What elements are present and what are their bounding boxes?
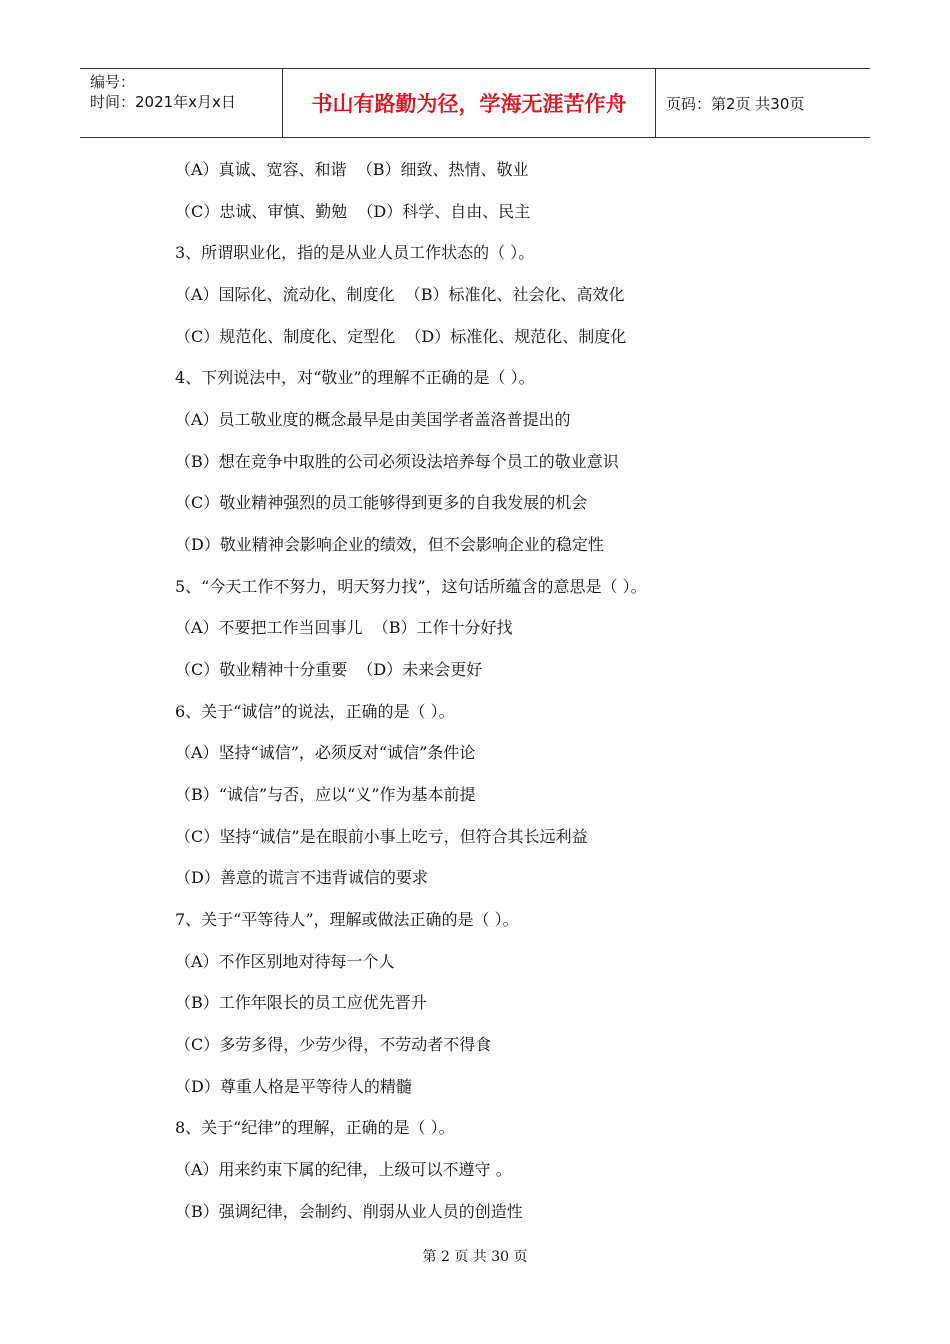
text-line: （C）规范化、制度化、定型化 （D）标准化、规范化、制度化 — [175, 327, 627, 346]
text-line: （D）善意的谎言不违背诚信的要求 — [175, 868, 428, 887]
question-line: 8、关于“纪律”的理解，正确的是（ ）。 — [175, 1118, 455, 1137]
text-line: （B）“诚信”与否，应以“义”作为基本前提 — [175, 785, 476, 804]
text-line: （C）敬业精神强烈的员工能够得到更多的自我发展的机会 — [175, 493, 588, 512]
question-line: 7、关于“平等待人”，理解或做法正确的是（ ）。 — [175, 910, 519, 929]
text-line: （A）国际化、流动化、制度化 （B）标准化、社会化、高效化 — [175, 285, 625, 304]
text-line: （D）敬业精神会影响企业的绩效，但不会影响企业的稳定性 — [175, 535, 604, 554]
text-line: （B）想在竞争中取胜的公司必须设法培养每个员工的敬业意识 — [175, 452, 619, 471]
header-page-info: 页码：第2页 共30页 — [666, 94, 805, 113]
text-line: （A）员工敬业度的概念最早是由美国学者盖洛普提出的 — [175, 410, 571, 429]
question-line: 4、下列说法中，对“敬业”的理解不正确的是（ ）。 — [175, 368, 535, 387]
text-line: （A）用来约束下属的纪律，上级可以不遵守 。 — [175, 1160, 512, 1179]
document-number-label: 编号： — [90, 73, 136, 91]
question-line: 3、所谓职业化，指的是从业人员工作状态的（ ）。 — [175, 243, 535, 262]
text-line: （A）真诚、宽容、和谐 （B）细致、热情、敬业 — [175, 160, 529, 179]
text-line: （C）多劳多得，少劳少得，不劳动者不得食 — [175, 1035, 492, 1054]
text-line: （B）强调纪律，会制约、削弱从业人员的创造性 — [175, 1202, 523, 1221]
text-line: （A）不作区别地对待每一个人 — [175, 952, 395, 971]
question-line: 5、“今天工作不努力，明天努力找”，这句话所蕴含的意思是（ ）。 — [175, 577, 647, 596]
text-line: （D）尊重人格是平等待人的精髓 — [175, 1077, 412, 1096]
page-header — [80, 68, 870, 138]
text-line: （B）工作年限长的员工应优先晋升 — [175, 993, 427, 1012]
text-line: （C）敬业精神十分重要 （D）未来会更好 — [175, 660, 483, 679]
text-line: （C）忠诚、审慎、勤勉 （D）科学、自由、民主 — [175, 202, 531, 221]
text-line: （A）坚持“诚信”，必须反对“诚信”条件论 — [175, 743, 476, 762]
question-line: 6、关于“诚信”的说法，正确的是（ ）。 — [175, 702, 455, 721]
document-date: 时间：2021年x月x日 — [90, 93, 236, 111]
header-motto: 书山有路勤为径，学海无涯苦作舟 — [282, 69, 656, 137]
text-line: （C）坚持“诚信”是在眼前小事上吃亏，但符合其长远利益 — [175, 827, 588, 846]
text-line: （A）不要把工作当回事儿 （B）工作十分好找 — [175, 618, 513, 637]
header-meta — [80, 69, 280, 137]
page-footer: 第 2 页 共 30 页 — [422, 1249, 528, 1265]
